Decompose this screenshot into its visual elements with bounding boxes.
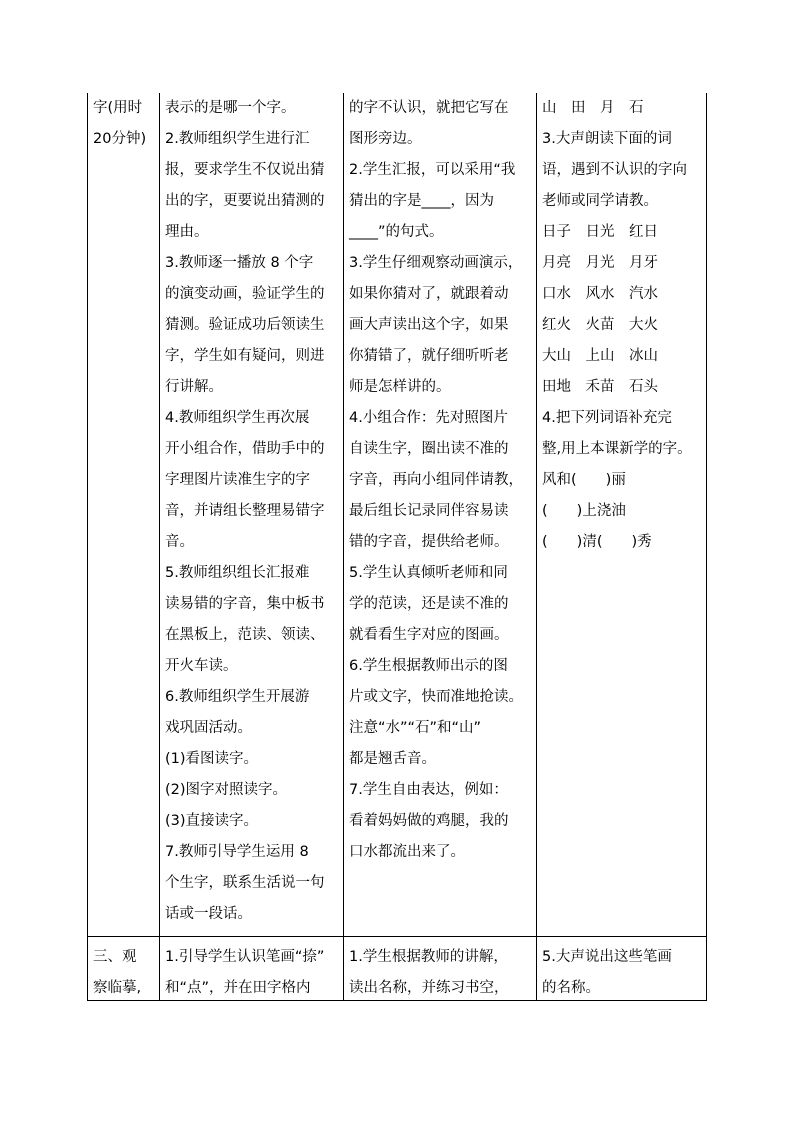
text-line: 的字不认识，就把它写在 xyxy=(349,100,509,116)
text-line: 整,用上本课新学的字。 xyxy=(542,441,692,457)
text-line: 音。 xyxy=(165,534,194,550)
text-line: 如果你猜对了，就跟着动 xyxy=(349,286,509,302)
text-line: 戏巩固活动。 xyxy=(165,720,252,736)
text-line: 风和( )丽 xyxy=(542,472,626,488)
text-line: ( )上浇油 xyxy=(542,503,626,519)
text-line: 画大声读出这个字，如果 xyxy=(349,317,509,333)
text-line: 3.大声朗读下面的词 xyxy=(542,131,672,147)
text-line: 20分钟) xyxy=(93,131,147,147)
teacher-activity-cell xyxy=(165,942,341,1004)
text-line: 学的范读，还是读不准的 xyxy=(349,596,509,612)
column-border-3 xyxy=(536,93,537,1000)
student-activity-cell xyxy=(349,942,534,1004)
stage-cell xyxy=(93,942,157,1004)
exercise-cell xyxy=(542,93,704,558)
column-border-4 xyxy=(706,93,707,1000)
text-line: 7.学生自由表达，例如： xyxy=(349,782,508,798)
text-line: 1.学生根据教师的讲解， xyxy=(349,949,508,965)
text-line: 字理图片读准生字的字 xyxy=(165,472,310,488)
text-line: 师是怎样讲的。 xyxy=(349,379,451,395)
column-border-2 xyxy=(343,93,344,1000)
text-line: 都是翘舌音。 xyxy=(349,751,436,767)
text-line: 2.教师组织学生进行汇 xyxy=(165,131,310,147)
text-line: (1)看图读字。 xyxy=(165,751,259,767)
text-line: 的名称。 xyxy=(542,980,600,996)
text-line: 日子 日光 红日 xyxy=(542,224,658,240)
text-line: 5.教师组织组长汇报难 xyxy=(165,565,310,581)
text-line: 4.教师组织学生再次展 xyxy=(165,410,310,426)
teacher-activity-cell xyxy=(165,93,341,930)
text-line: 自读生字，圈出读不准的 xyxy=(349,441,509,457)
text-line: 和“点”，并在田字格内 xyxy=(165,980,311,996)
text-line: 4.把下列词语补充完 xyxy=(542,410,672,426)
text-line: 表示的是哪一个字。 xyxy=(165,100,296,116)
text-line: 7.教师引导学生运用 8 xyxy=(165,844,309,860)
text-line: 1.引导学生认识笔画“捺” xyxy=(165,949,325,965)
text-line: 报，要求学生不仅说出猜 xyxy=(165,162,325,178)
text-line: 开小组合作，借助手中的 xyxy=(165,441,325,457)
exercise-cell xyxy=(542,942,704,1004)
text-line: 图形旁边。 xyxy=(349,131,422,147)
text-line: 5.学生认真倾听老师和同 xyxy=(349,565,508,581)
text-line: 红火 火苗 大火 xyxy=(542,317,658,333)
text-line: 行讲解。 xyxy=(165,379,223,395)
text-line: 开火车读。 xyxy=(165,658,238,674)
text-line: 4.小组合作：先对照图片 xyxy=(349,410,508,426)
text-line: 读易错的字音，集中板书 xyxy=(165,596,325,612)
text-line: 山 田 月 石 xyxy=(542,100,644,116)
text-line: 察临摹, xyxy=(93,980,142,996)
text-line: 错的字音，提供给老师。 xyxy=(349,534,509,550)
text-line: 3.教师逐一播放 8 个字 xyxy=(165,255,314,271)
text-line: 5.大声说出这些笔画 xyxy=(542,949,672,965)
text-line: 读出名称，并练习书空， xyxy=(349,980,509,996)
row-divider xyxy=(87,936,707,937)
text-line: 理由。 xyxy=(165,224,209,240)
text-line: 3.学生仔细观察动画演示， xyxy=(349,255,523,271)
text-line: 田地 禾苗 石头 xyxy=(542,379,658,395)
text-line: 就看看生字对应的图画。 xyxy=(349,627,509,643)
text-line: 的演变动画，验证学生的 xyxy=(165,286,325,302)
text-line: 大山 上山 冰山 xyxy=(542,348,658,364)
text-line: (3)直接读字。 xyxy=(165,813,259,829)
text-line: 口水都流出来了。 xyxy=(349,844,465,860)
text-line: (2)图字对照读字。 xyxy=(165,782,288,798)
column-border-0 xyxy=(87,93,88,1000)
text-line: ____”的句式。 xyxy=(349,224,444,240)
text-line: 出的字，更要说出猜测的 xyxy=(165,193,325,209)
text-line: 6.学生根据教师出示的图 xyxy=(349,658,508,674)
stage-cell xyxy=(93,93,157,155)
text-line: 语，遇到不认识的字向 xyxy=(542,162,687,178)
text-line: 三、观 xyxy=(93,949,137,965)
column-border-1 xyxy=(159,93,160,1000)
text-line: 最后组长记录同伴容易读 xyxy=(349,503,509,519)
student-activity-cell xyxy=(349,93,534,868)
text-line: 片或文字，快而准地抢读。 xyxy=(349,689,523,705)
text-line: 话或一段话。 xyxy=(165,906,252,922)
text-line: 你猜错了，就仔细听听老 xyxy=(349,348,509,364)
text-line: 字音，再向小组同伴请教， xyxy=(349,472,523,488)
text-line: 看着妈妈做的鸡腿，我的 xyxy=(349,813,509,829)
text-line: 字，学生如有疑问，则进 xyxy=(165,348,325,364)
text-line: 音，并请组长整理易错字 xyxy=(165,503,325,519)
text-line: 老师或同学请教。 xyxy=(542,193,658,209)
text-line: ( )清( )秀 xyxy=(542,534,652,550)
text-line: 月亮 月光 月牙 xyxy=(542,255,658,271)
text-line: 在黑板上，范读、领读、 xyxy=(165,627,325,643)
text-line: 注意“水”“石”和“山” xyxy=(349,720,482,736)
text-line: 2.学生汇报，可以采用“我 xyxy=(349,162,516,178)
text-line: 猜出的字是____，因为 xyxy=(349,193,494,209)
text-line: 字(用时 xyxy=(93,100,143,116)
text-line: 猜测。验证成功后领读生 xyxy=(165,317,325,333)
text-line: 6.教师组织学生开展游 xyxy=(165,689,310,705)
text-line: 个生字，联系生活说一句 xyxy=(165,875,325,891)
text-line: 口水 风水 汽水 xyxy=(542,286,658,302)
